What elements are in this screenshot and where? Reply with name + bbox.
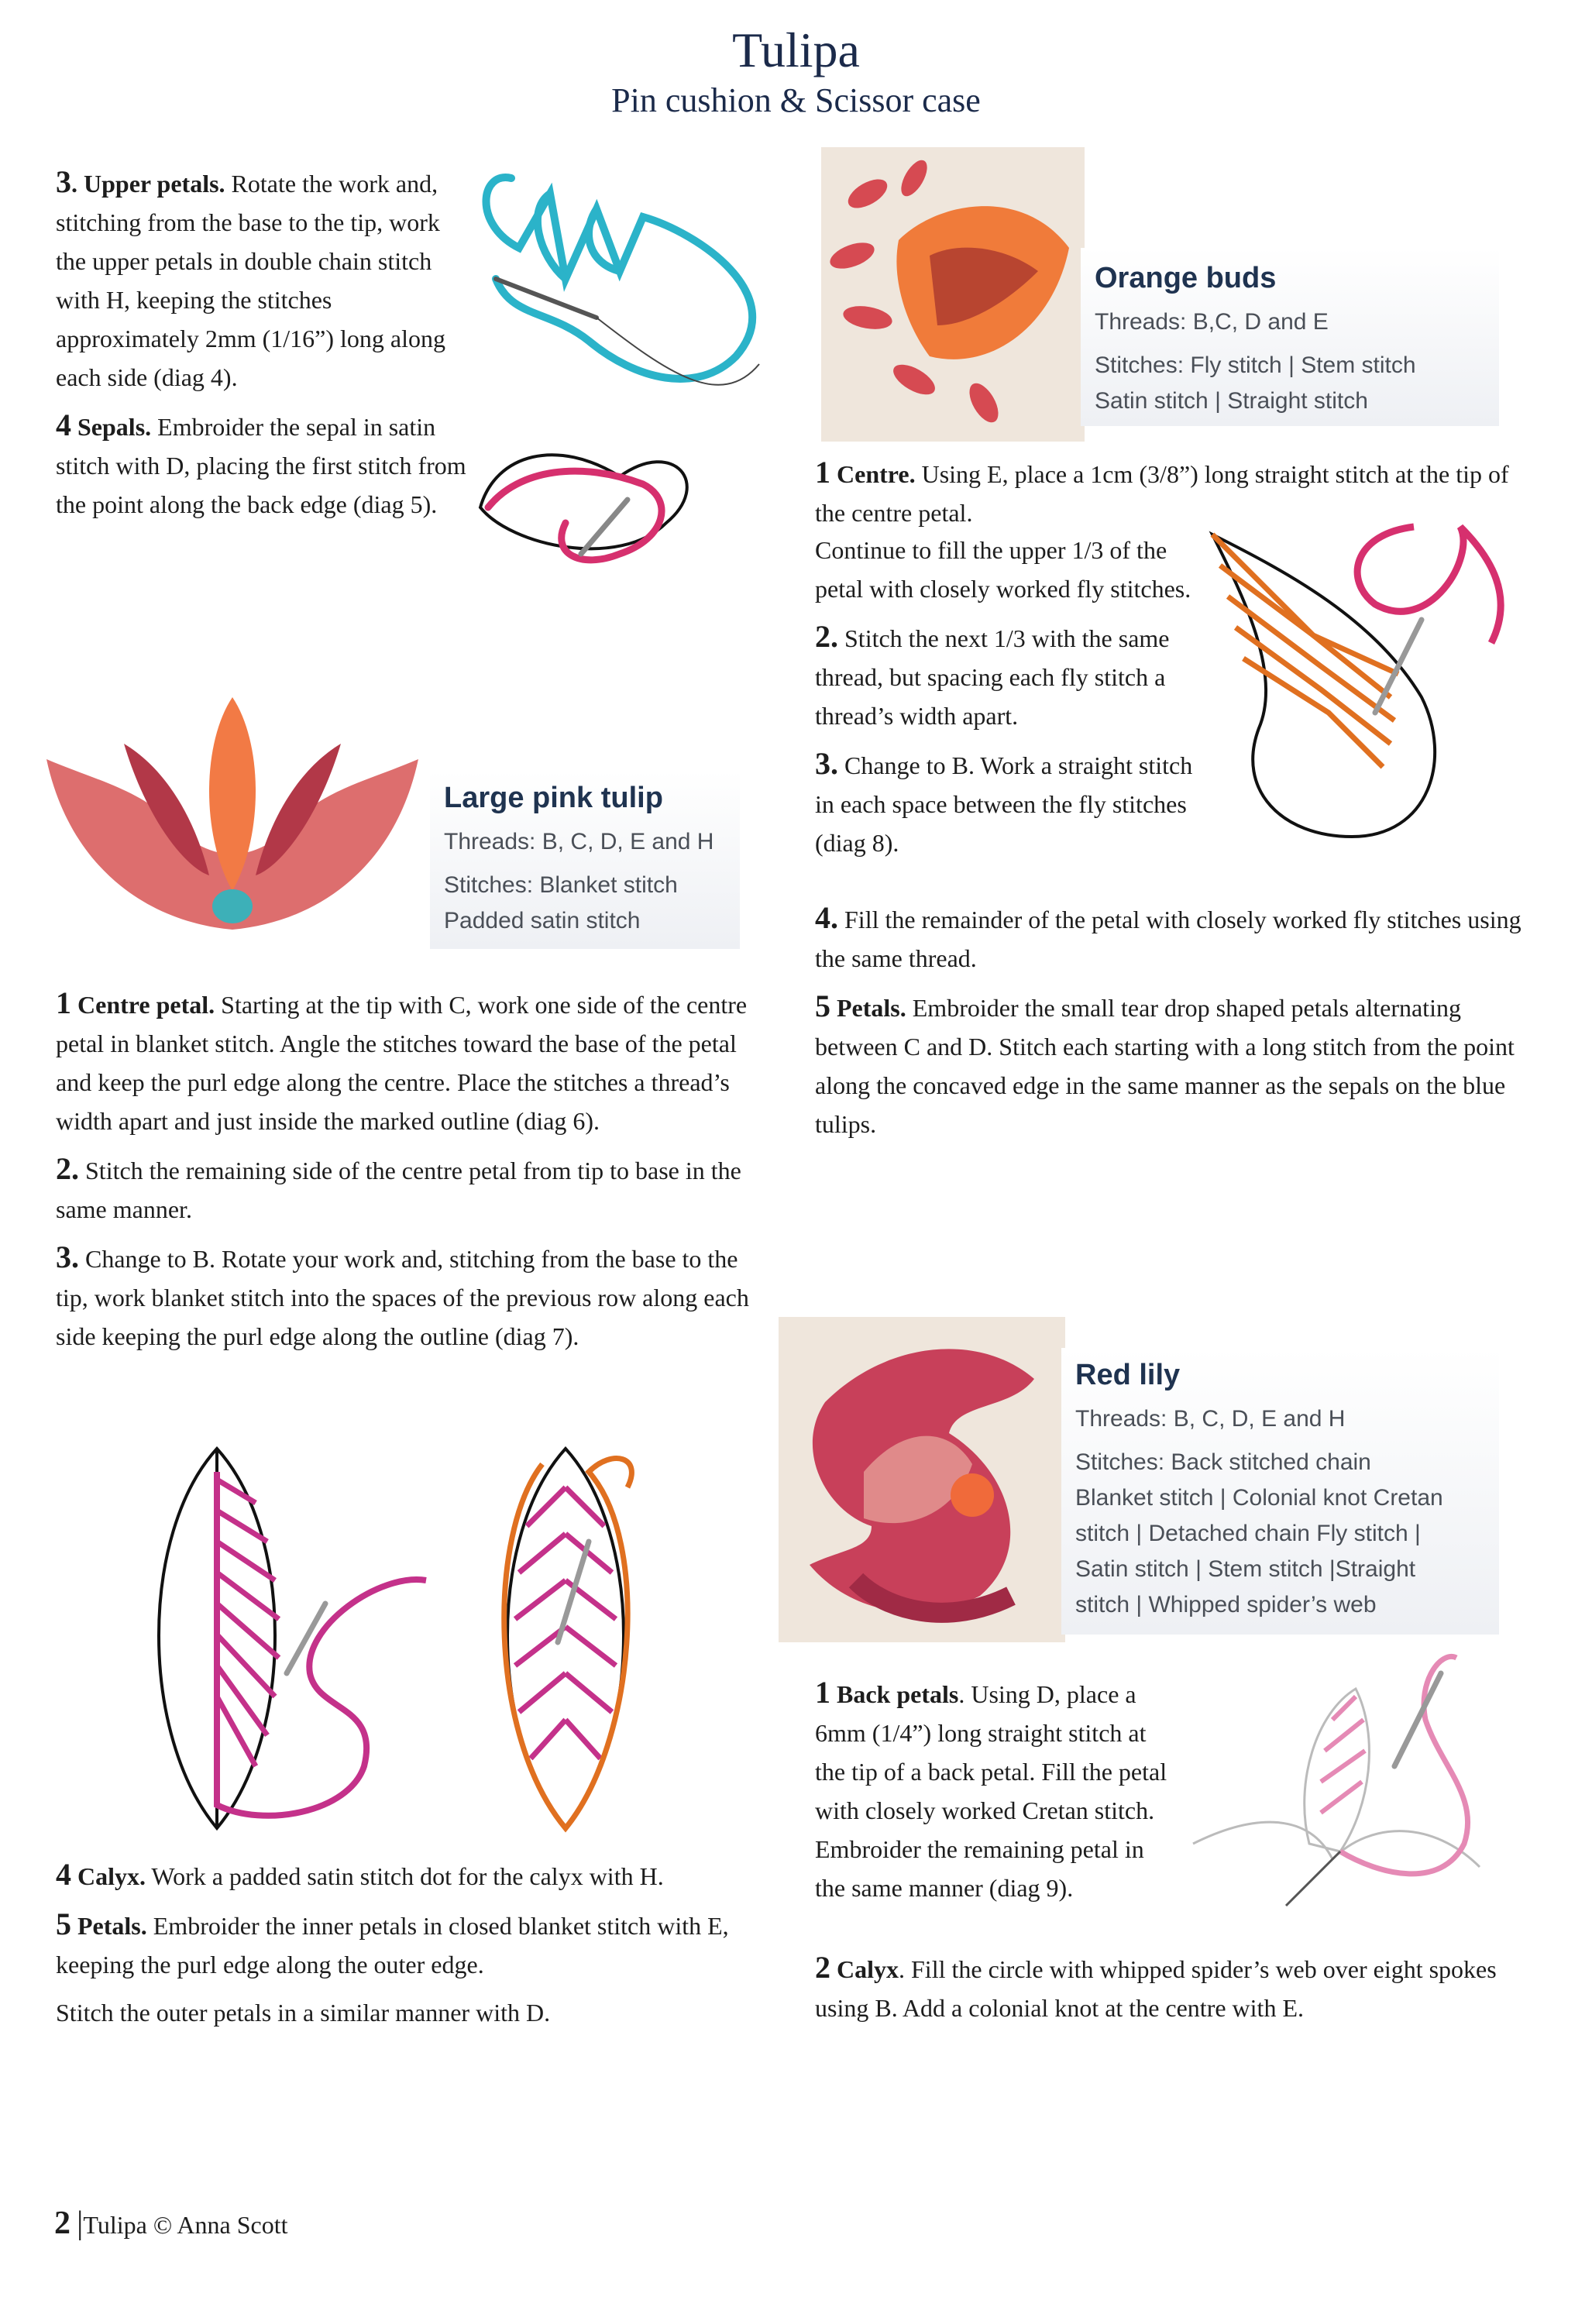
diagram-sepal-satin-stitch bbox=[465, 422, 705, 581]
step-sepals: 4 Sepals. Embroider the sepal in satin stitch with D, placing the first stitch from the point along the back edge (diag 5). bbox=[56, 407, 466, 518]
orange-buds-step3: 3. Change to B. Work a straight stitch in each space between the fly stitches (diag 8). bbox=[815, 746, 1193, 857]
footer-text: Tulipa © Anna Scott bbox=[83, 2211, 288, 2239]
page-number: 2 bbox=[54, 2205, 70, 2241]
large-pink-tulip-heading: Large pink tulip bbox=[444, 782, 663, 814]
orange-buds-stitches-2: Satin stitch | Straight stitch bbox=[1095, 388, 1368, 414]
diagram-fly-stitch-petal bbox=[1197, 511, 1518, 852]
orange-buds-step4: 4. Fill the remainder of the petal with closely worked fly stitches using the same thread. bbox=[815, 900, 1522, 972]
large-pink-tulip-step5: 5 Petals. Embroider the inner petals in closed blanket stitch with E, keeping the purl edge along the outer edge. bbox=[56, 1906, 729, 1978]
red-lily-step1: 1 Back petals. Using D, place a 6mm (1/4”) long straight stitch at the tip of a back petal. Fill the petal with closely worked Cretan stitch. Embroider the remaining petal in the same manner (diag 9). bbox=[815, 1675, 1167, 1902]
large-pink-tulip-threads: Threads: B, C, D, E and H bbox=[444, 829, 714, 854]
large-pink-tulip-info bbox=[430, 771, 740, 949]
large-pink-tulip-stitches-2: Padded satin stitch bbox=[444, 908, 641, 933]
orange-buds-step2: 2. Stitch the next 1/3 with the same thread, but spacing each fly stitch a thread’s width apart. bbox=[815, 619, 1170, 730]
page-title: Tulipa bbox=[732, 22, 860, 77]
footer bbox=[54, 2205, 287, 2242]
step-upper-petals: 3. Upper petals. Rotate the work and, stitching from the base to the tip, work the upper petals in double chain stitch with H, keeping the stitches approximately 2mm (1/16”) long along each side (diag 4). bbox=[56, 164, 445, 391]
red-lily-threads: Threads: B, C, D, E and H bbox=[1075, 1406, 1346, 1432]
large-pink-tulip-step3: 3. Change to B. Rotate your work and, stitching from the base to the tip, work blanket stitch into the spaces of the previous row along each side keeping the purl edge along the outline (diag 7). bbox=[56, 1239, 749, 1350]
large-pink-tulip-step2: 2. Stitch the remaining side of the centre petal from tip to base in the same manner. bbox=[56, 1151, 741, 1223]
large-pink-tulip-step5b: Stitch the outer petals in a similar manner with D. bbox=[56, 1999, 551, 2027]
page-subtitle: Pin cushion & Scissor case bbox=[611, 81, 981, 119]
red-lily-photo bbox=[779, 1317, 1065, 1642]
orange-buds-step1: 1 Centre. Using E, place a 1cm (3/8”) long straight stitch at the tip of the centre petal. bbox=[815, 455, 1509, 527]
large-pink-tulip-steps bbox=[56, 984, 753, 1365]
diagram-cretan-stitch bbox=[1185, 1642, 1526, 1937]
orange-buds-step1b: Continue to fill the upper 1/3 of the petal with closely worked fly stitches. bbox=[815, 536, 1191, 603]
red-lily-stitches-2: Blanket stitch | Colonial knot Cretan bbox=[1075, 1485, 1443, 1511]
diagram-blanket-stitch-outline bbox=[473, 1441, 666, 1836]
red-lily-step2: 2 Calyx. Fill the circle with whipped spider’s web over eight spokes using B. Add a colonial knot at the centre with E. bbox=[815, 1950, 1497, 2022]
orange-buds-photo bbox=[821, 147, 1085, 442]
large-pink-tulip-step1: 1 Centre petal. Starting at the tip with C, work one side of the centre petal in blanket stitch. Angle the stitches toward the base of the petal and keep the purl edge along the centre. Place the stitches a thread’s width apart and just inside the marked outline (diag 6). bbox=[56, 985, 748, 1135]
large-pink-tulip-step4: 4 Calyx. Work a padded satin stitch dot for the calyx with H. bbox=[56, 1857, 664, 1892]
orange-buds-info bbox=[1081, 248, 1499, 426]
red-lily-stitches-4: Satin stitch | Stem stitch |Straight bbox=[1075, 1556, 1416, 1582]
large-pink-tulip-stitches-1: Stitches: Blanket stitch bbox=[444, 872, 678, 898]
red-lily-heading: Red lily bbox=[1075, 1359, 1181, 1391]
red-lily-stitches-5: stitch | Whipped spider’s web bbox=[1075, 1592, 1377, 1618]
red-lily-stitches-1: Stitches: Back stitched chain bbox=[1075, 1449, 1371, 1475]
orange-buds-step5: 5 Petals. Embroider the small tear drop shaped petals alternating between C and D. Stitch each starting with a long stitch from the point along the concaved edge in the same manner as the sepals on the blue tulips. bbox=[815, 988, 1515, 1138]
diagram-double-chain-stitch bbox=[465, 163, 790, 411]
orange-buds-heading: Orange buds bbox=[1095, 262, 1277, 294]
orange-buds-steps bbox=[815, 531, 1202, 871]
red-lily-info bbox=[1061, 1348, 1499, 1635]
orange-buds-steps-cont bbox=[815, 899, 1528, 1153]
orange-buds-stitches-1: Stitches: Fly stitch | Stem stitch bbox=[1095, 352, 1416, 378]
upper-section bbox=[56, 163, 466, 533]
orange-buds-threads: Threads: B,C, D and E bbox=[1095, 309, 1329, 335]
red-lily-stitches-3: stitch | Detached chain Fly stitch | bbox=[1075, 1521, 1421, 1546]
footer-separator: | bbox=[77, 2205, 84, 2241]
large-pink-tulip-photo bbox=[31, 682, 434, 961]
diagram-blanket-stitch-centre bbox=[132, 1441, 496, 1836]
large-pink-tulip-steps-cont bbox=[56, 1855, 768, 2041]
